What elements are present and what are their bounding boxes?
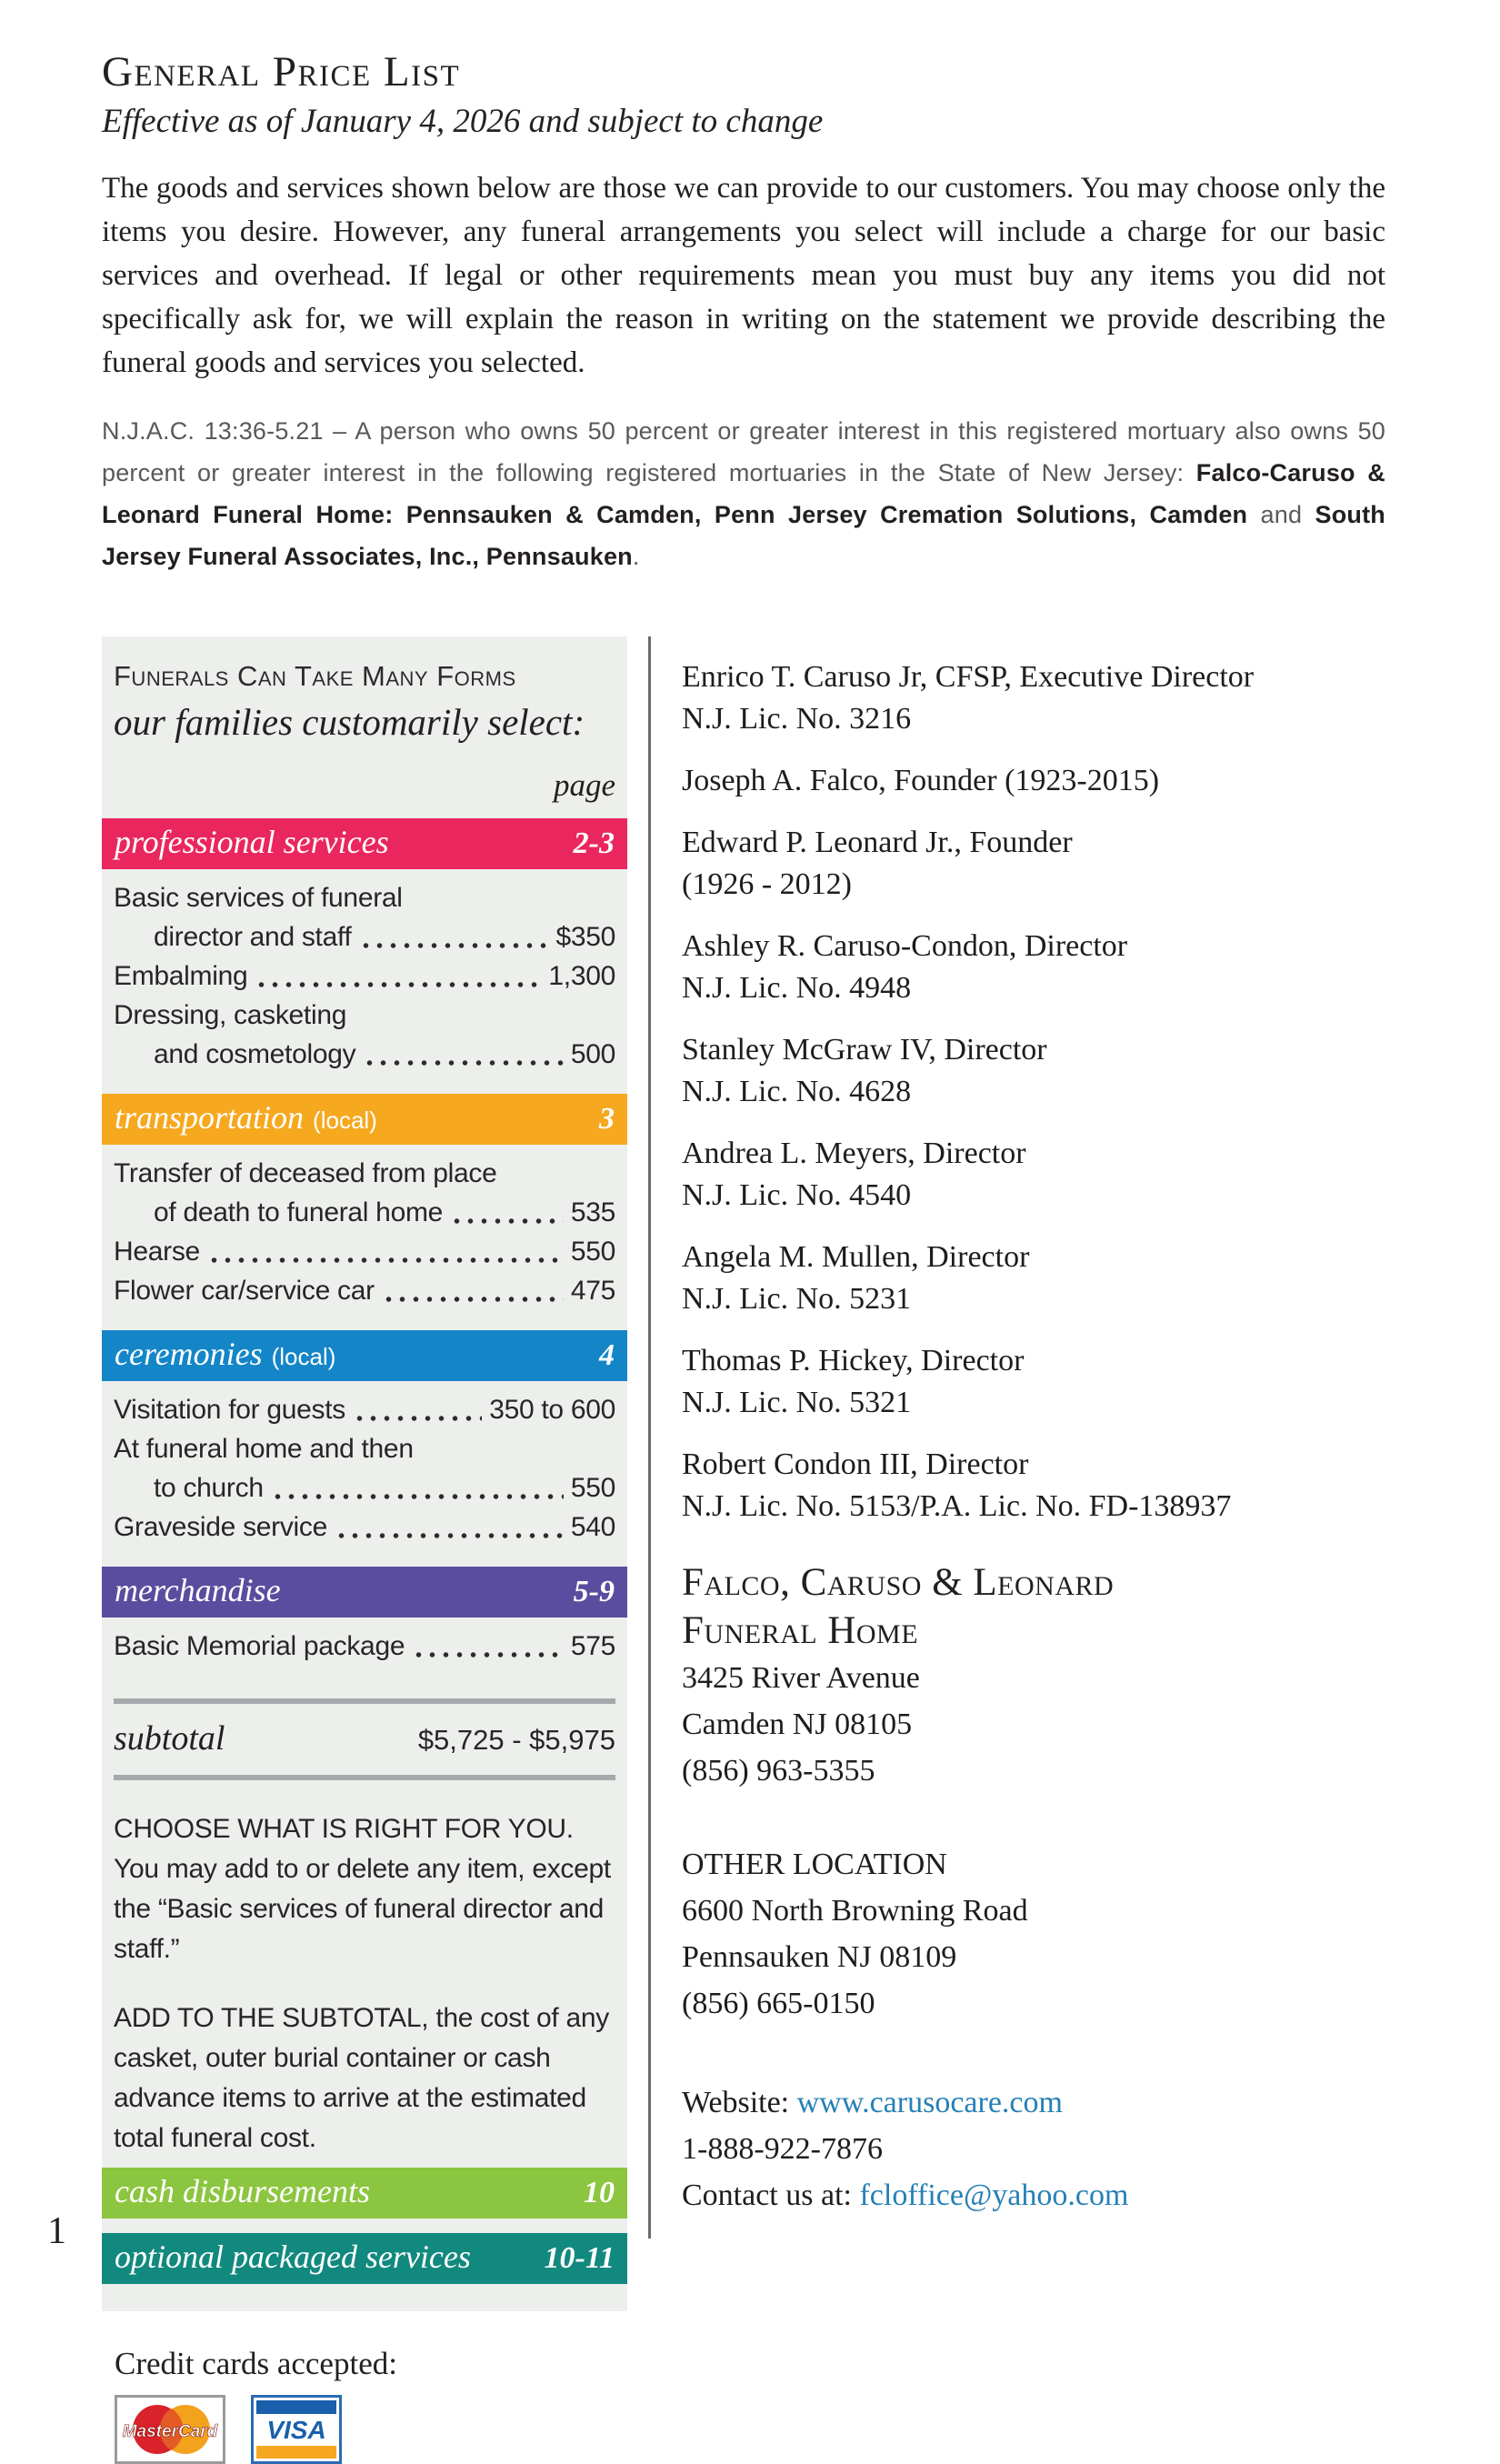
contact-label: Contact us at: bbox=[682, 2179, 860, 2212]
section-items bbox=[102, 869, 627, 1079]
item-label: Basic Memorial package bbox=[114, 1631, 405, 1661]
njac-prefix: N.J.A.C. 13:36-5.21 – A person who owns 50 percent or greater interest in this registered mortuary also owns 50 percent or greater interest in the following registered mortuaries in the State of New Jersey: bbox=[102, 417, 1385, 486]
choose-note: CHOOSE WHAT IS RIGHT FOR YOU. You may add to or delete any item, except the “Basic services of funeral director and staff.” bbox=[114, 1814, 611, 1964]
njac-disclosure bbox=[102, 410, 1385, 577]
section-items bbox=[102, 1381, 627, 1552]
price-line bbox=[114, 957, 615, 996]
staff-name: Joseph A. Falco, Founder (1923-2015) bbox=[682, 764, 1160, 797]
section-band-professional-services bbox=[102, 818, 627, 869]
staff-license: N.J. Lic. No. 5321 bbox=[682, 1386, 912, 1419]
section-pages: 10-11 bbox=[544, 2241, 615, 2275]
item-label: director and staff bbox=[154, 922, 352, 952]
item-price: 575 bbox=[570, 1631, 615, 1661]
staff-license: N.J. Lic. No. 4948 bbox=[682, 971, 912, 1005]
section-pages: 5-9 bbox=[573, 1575, 615, 1608]
item-label: Graveside service bbox=[114, 1512, 327, 1542]
staff-entry bbox=[682, 1133, 1373, 1217]
effective-date-subtitle: Effective as of January 4, 2026 and subject to change bbox=[102, 103, 824, 140]
staff-license: (1926 - 2012) bbox=[682, 867, 852, 901]
page-title: General Price List bbox=[102, 48, 461, 95]
price-line bbox=[114, 878, 615, 917]
page-column-label: page bbox=[553, 767, 615, 803]
section-title: optional packaged services bbox=[115, 2239, 471, 2275]
staff-license: N.J. Lic. No. 5231 bbox=[682, 1282, 912, 1316]
price-line bbox=[114, 1271, 615, 1310]
box-subheading: our families customarily select: bbox=[114, 701, 585, 743]
price-line bbox=[114, 1154, 615, 1193]
extra-section-bands bbox=[102, 2168, 627, 2284]
item-label: Basic services of funeral bbox=[114, 883, 403, 913]
item-label: to church bbox=[154, 1473, 264, 1503]
dot-leader bbox=[412, 1627, 564, 1666]
njac-affiliate-2: South Jersey Funeral Associates, Inc., Pennsauken bbox=[102, 501, 1385, 570]
contact-line bbox=[682, 2172, 1373, 2219]
dot-leader bbox=[450, 1193, 564, 1232]
item-price: 500 bbox=[570, 1039, 615, 1069]
staff-name: Edward P. Leonard Jr., Founder bbox=[682, 826, 1073, 859]
price-line bbox=[114, 1035, 615, 1074]
phone-number: (856) 665-0150 bbox=[682, 1987, 875, 2020]
section-band-merchandise bbox=[102, 1567, 627, 1618]
section-title: ceremonies bbox=[115, 1336, 263, 1372]
item-label: of death to funeral home bbox=[154, 1197, 444, 1227]
document-header bbox=[102, 47, 1385, 577]
staff-and-locations-column bbox=[682, 636, 1373, 2219]
item-price: 550 bbox=[570, 1237, 615, 1267]
njac-mid: and bbox=[1247, 501, 1315, 528]
staff-name: Stanley McGraw IV, Director bbox=[682, 1033, 1047, 1067]
funeral-home-name-line2: Funeral Home bbox=[682, 1609, 919, 1652]
item-price: $350 bbox=[555, 922, 615, 952]
section-items bbox=[102, 1145, 627, 1316]
item-label: Visitation for guests bbox=[114, 1395, 345, 1425]
price-line bbox=[114, 1193, 615, 1232]
svg-text:MasterCard: MasterCard bbox=[122, 2422, 218, 2441]
price-line bbox=[114, 1429, 615, 1468]
section-pages: 10 bbox=[584, 2176, 615, 2209]
staff-entry bbox=[682, 1340, 1373, 1424]
credit-cards-label: Credit cards accepted: bbox=[115, 2346, 397, 2381]
mastercard-logo bbox=[115, 2395, 225, 2464]
section-title: transportation bbox=[115, 1099, 305, 1136]
item-label: Hearse bbox=[114, 1237, 200, 1267]
primary-location-address bbox=[682, 1655, 1373, 1794]
subtotal-label: subtotal bbox=[114, 1719, 225, 1758]
column-divider bbox=[648, 636, 651, 2239]
add-to-subtotal-note: ADD TO THE SUBTOTAL, the cost of any casket, outer burial container or cash advance items to arrive at the estimated total funeral cost. bbox=[114, 2003, 609, 2153]
item-label: Dressing, casketing bbox=[114, 1000, 347, 1030]
item-label: Transfer of deceased from place bbox=[114, 1158, 497, 1188]
subtotal-value: $5,725 - $5,975 bbox=[417, 1724, 615, 1756]
staff-name: Ashley R. Caruso-Condon, Director bbox=[682, 929, 1128, 963]
staff-name: Enrico T. Caruso Jr, CFSP, Executive Director bbox=[682, 660, 1255, 694]
item-label: and cosmetology bbox=[154, 1039, 356, 1069]
dot-leader bbox=[207, 1232, 564, 1271]
price-line bbox=[114, 1232, 615, 1271]
staff-entry bbox=[682, 656, 1373, 740]
section-qualifier: (local) bbox=[271, 1343, 336, 1370]
section-items bbox=[102, 1618, 627, 1671]
item-price: 475 bbox=[570, 1276, 615, 1306]
price-line bbox=[114, 1468, 615, 1507]
staff-name: Robert Condon III, Director bbox=[682, 1447, 1029, 1481]
item-label: Embalming bbox=[114, 961, 248, 991]
price-line bbox=[114, 1390, 615, 1429]
page-number: 1 bbox=[47, 2210, 66, 2252]
price-line bbox=[114, 1507, 615, 1547]
dot-leader bbox=[335, 1507, 564, 1547]
section-band-transportation bbox=[102, 1094, 627, 1145]
price-line bbox=[114, 996, 615, 1035]
staff-entry bbox=[682, 822, 1373, 906]
njac-suffix: . bbox=[632, 543, 640, 570]
credit-cards-block bbox=[115, 2346, 627, 2464]
staff-name: Angela M. Mullen, Director bbox=[682, 1240, 1030, 1274]
price-summary-box bbox=[102, 636, 627, 2311]
section-pages: 2-3 bbox=[573, 826, 615, 860]
item-price: 540 bbox=[570, 1512, 615, 1542]
section-title: professional services bbox=[115, 824, 389, 860]
staff-entry bbox=[682, 1237, 1373, 1320]
staff-license: N.J. Lic. No. 3216 bbox=[682, 702, 912, 736]
item-price: 350 to 600 bbox=[489, 1395, 615, 1425]
funeral-home-name bbox=[682, 1558, 1373, 1655]
tollfree-number: 1-888-922-7876 bbox=[682, 2132, 883, 2166]
njac-affiliate-1: Falco-Caruso & Leonard Funeral Home: Pennsauken & Camden, Penn Jersey Cremation Solutions, Camden bbox=[102, 459, 1385, 528]
staff-entry bbox=[682, 1029, 1373, 1113]
price-line bbox=[114, 917, 615, 957]
box-heading: Funerals Can Take Many Forms bbox=[114, 660, 516, 692]
funeral-home-name-line1: Falco, Caruso & Leonard bbox=[682, 1561, 1115, 1604]
section-title: cash disbursements bbox=[115, 2173, 370, 2209]
address-line: 3425 River Avenue bbox=[682, 1661, 920, 1695]
section-band-ceremonies bbox=[102, 1330, 627, 1381]
subtotal-row bbox=[114, 1698, 615, 1780]
section-qualifier: (local) bbox=[313, 1107, 377, 1134]
other-location-heading: OTHER LOCATION bbox=[682, 1848, 947, 1881]
staff-name: Andrea L. Meyers, Director bbox=[682, 1137, 1026, 1170]
price-line bbox=[114, 1627, 615, 1666]
item-price: 535 bbox=[570, 1197, 615, 1227]
address-line: Pennsauken NJ 08109 bbox=[682, 1940, 957, 1974]
visa-logo bbox=[251, 2395, 342, 2464]
section-pages: 3 bbox=[599, 1102, 615, 1136]
columns-area bbox=[102, 636, 1393, 2464]
price-summary-column bbox=[102, 636, 627, 2464]
staff-entry bbox=[682, 760, 1373, 802]
email-link[interactable]: fcloffice@yahoo.com bbox=[859, 2179, 1129, 2212]
other-location-block bbox=[682, 1841, 1373, 2027]
item-label: At funeral home and then bbox=[114, 1434, 414, 1464]
address-line: 6600 North Browning Road bbox=[682, 1894, 1028, 1928]
dot-leader bbox=[271, 1468, 564, 1507]
staff-entry bbox=[682, 926, 1373, 1009]
item-price: 550 bbox=[570, 1473, 615, 1503]
dot-leader bbox=[363, 1035, 564, 1074]
website-link[interactable]: www.carusocare.com bbox=[796, 2086, 1063, 2119]
phone-number: (856) 963-5355 bbox=[682, 1754, 875, 1788]
section-band-cash-disbursements bbox=[102, 2168, 627, 2219]
section-band-optional-packaged-services bbox=[102, 2233, 627, 2284]
section-title: merchandise bbox=[115, 1572, 281, 1608]
dot-leader bbox=[255, 957, 541, 996]
item-label: Flower car/service car bbox=[114, 1276, 375, 1306]
website-line bbox=[682, 2079, 1373, 2126]
staff-license: N.J. Lic. No. 4540 bbox=[682, 1178, 912, 1212]
address-line: Camden NJ 08105 bbox=[682, 1708, 913, 1741]
section-pages: 4 bbox=[599, 1338, 615, 1372]
staff-license: N.J. Lic. No. 5153/P.A. Lic. No. FD-138937 bbox=[682, 1489, 1232, 1523]
dot-leader bbox=[359, 917, 549, 957]
svg-text:VISA: VISA bbox=[266, 2416, 326, 2444]
intro-paragraph: The goods and services shown below are those we can provide to our customers. You may choose only the items you desire. However, any funeral arrangements you select will include a charge for our basic services and overhead. If legal or other requirements mean you must buy any items you did not specifically ask for, we will explain the reason in writing on the statement we provide describing the funeral goods and services you selected. bbox=[102, 172, 1385, 379]
website-label: Website: bbox=[682, 2086, 797, 2119]
dot-leader bbox=[353, 1390, 482, 1429]
item-price: 1,300 bbox=[548, 961, 615, 991]
contact-block bbox=[682, 2079, 1373, 2219]
staff-license: N.J. Lic. No. 4628 bbox=[682, 1075, 912, 1108]
staff-name: Thomas P. Hickey, Director bbox=[682, 1344, 1025, 1377]
dot-leader bbox=[382, 1271, 564, 1310]
staff-entry bbox=[682, 1444, 1373, 1527]
